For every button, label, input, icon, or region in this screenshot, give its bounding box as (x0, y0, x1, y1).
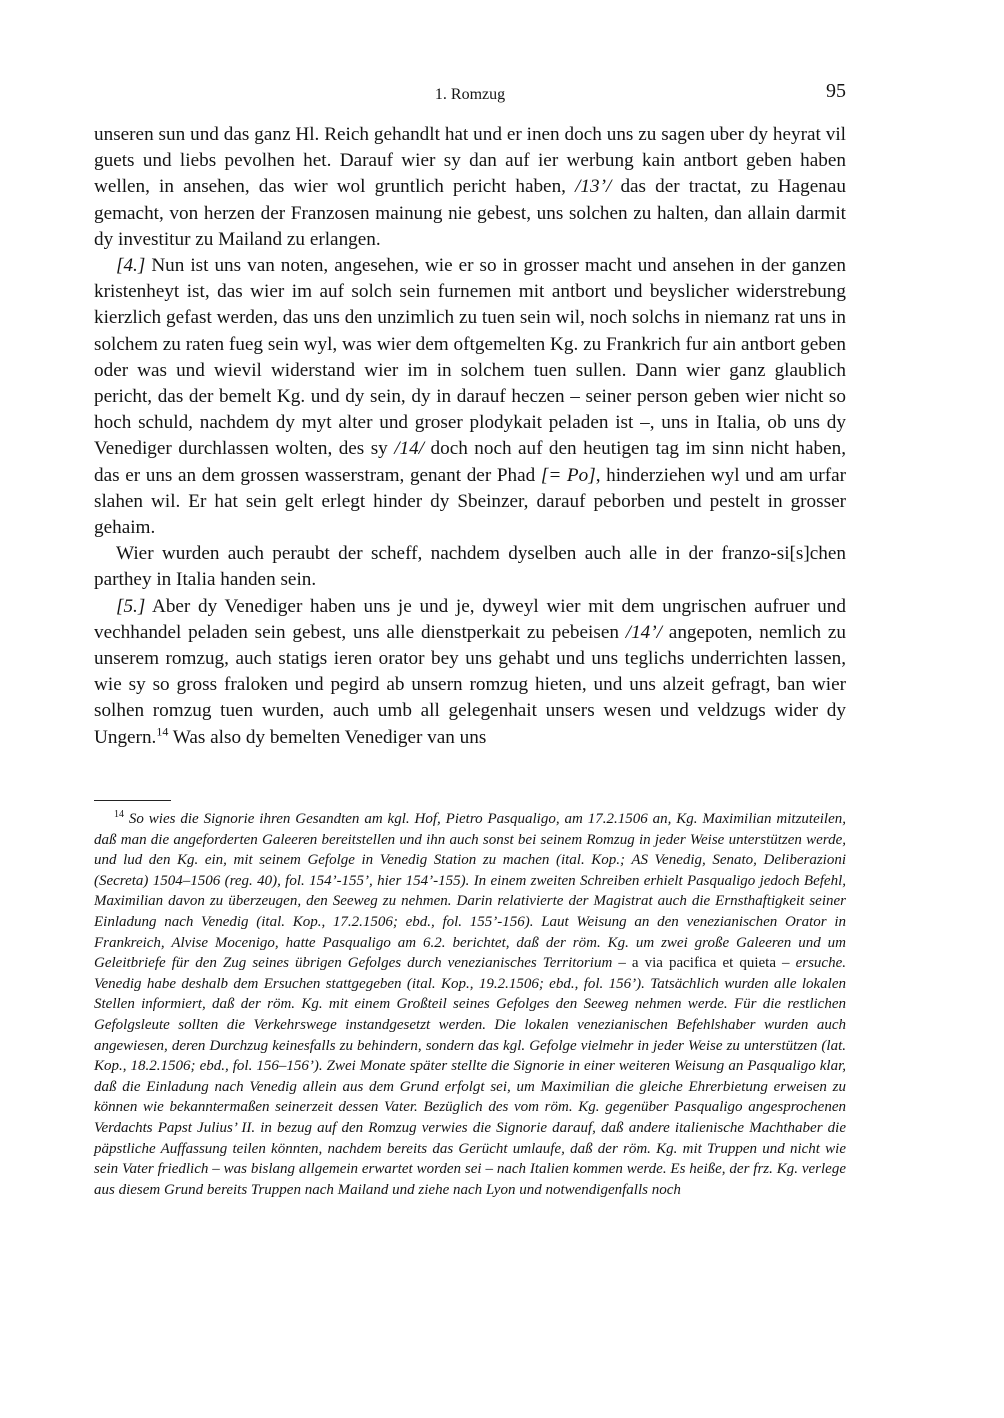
page-number: 95 (826, 80, 846, 102)
text-run: Nun ist uns van noten, angesehen, wie er so in grosser macht und ansehen in der ganzen kristenheyt ist, das wier im auf solch sein furnemen mit antbort und beyslicher widerstrebung kierzlich gefast werden, das uns den unzimlich zu tuen sein wil, noch solchs in niemanz rat uns in solchem zu raten fueg sein wyl, was wier dem oftgemelten Kg. zu Frankrich fur ain antbort geben oder was und wievil widerstand wier im in solchem tuen sullen. Dann wier ganz glaublich pericht, das der bemelt Kg. und dy sein, dy in darauf heczen – seiner person geben wier nicht so hoch schuld, nachdem dy myt alter und groser plodykait peladen ist –, uns in Italia, ob uns dy Venediger durchlassen wolten, des sy (94, 255, 846, 460)
text-run: das der tractat, zu Hagenau gemacht, von herzen der Franzosen mainung nie gebest, uns solchen zu halten, dan allain darmit dy investitur zu Mailand zu erlangen. (94, 176, 846, 250)
page-header (94, 80, 846, 110)
footnote-text: – ersuche. Venedig habe deshalb dem Ersuchen stattgegeben (ital. Kop., 19.2.1506; ebd., fol. 156’). Tatsächlich wurden alle lokalen Stellen informiert, daß der röm. Kg. mit einem Großteil seines Gefolges den Seeweg nehmen werde. Für die restlichen Gefolgsleute sollten die Verkehrswege instandgesetzt werden. Die lokalen venezianischen Befehlshaber wurden auch angewiesen, deren Durchzug keinesfalls zu behindern, sondern das kgl. Gefolge vielmehr in jeder Weise zu unterstützen (lat. Kop., 18.2.1506; ebd., fol. 156–156’). Zwei Monate später stellte die Signorie in einer weiteren Weisung an Pasqualigo klar, daß die Einladung nach Venedig allein aus dem Grund erfolgt sei, um Maximilian die gleiche Ehrerbietung erweisen zu können wie bekanntermaßen seinerzeit dessen Vater. Bezüglich des vom röm. Kg. gegenüber Pasqualigo angesprochenen Verdachts Papst Julius’ II. in bezug auf den Romzug verwies die Signorie darauf, daß andere italienische Machthaber die päpstliche Auffassung teilen könnten, nachdem bereits das Gerücht umlaufe, daß der röm. Kg. mit Truppen und nicht wie sein Vater friedlich – was bislang allgemein erwartet worden sei – nach Italien kommen werde. Es heiße, der frz. Kg. verlege aus diesem Grund bereits Truppen nach Mailand und ziehe nach Lyon und notwendigenfalls noch (94, 955, 846, 1198)
paragraph-2 (94, 253, 846, 541)
paragraph-4 (94, 594, 846, 751)
text-run: Aber dy Venediger haben uns je und je, dyweyl wier mit dem ungrischen aufruer und vechhandel peladen sein gebest, uns alle dienstperkait zu pebeisen (94, 595, 846, 643)
text-run: , hinderziehen wyl und am urfar slahen wil. Er hat sein gelt erlegt hinder dy Sbeinzer, darauf peborben und pestelt in grosser gehaim. (94, 464, 846, 539)
folio-marker: /14’/ (625, 621, 662, 643)
folio-marker: /13’/ (575, 176, 612, 198)
editorial-note: [= Po] (540, 464, 596, 486)
main-text (94, 122, 846, 751)
footnote-14 (94, 809, 846, 1200)
footnote-text: So wies die Signorie ihren Gesandten am kgl. Hof, Pietro Pasqualigo, am 17.2.1506 an, Kg. Maximilian mitzuteilen, daß man die angeforderten Galeeren bereitstellen und ihn auch sonst bei seinem Romzug in jeder Weise unterstützen werde, und lud den Kg. ein, mit seinem Gefolge in Venedig Station zu machen (ital. Kop.; AS Venedig, Senato, Deliberazioni (Secreta) 1504–1506 (reg. 40), fol. 154’-155’, hier 154’-155). In einem zweiten Schreiben erhielt Pasqualigo jedoch Befehl, Maximilian davon zu überzeugen, den Seeweg zu nehmen. Darin relativierte der Magistrat auch die Ernsthaftigkeit seiner Einladung nach Venedig (ital. Kop., 17.2.1506; ebd., fol. 155’-156). Laut Weisung an den venezianischen Orator in Frankreich, Alvise Mocenigo, hatte Pasqualigo am 6.2. berichtet, daß der röm. Kg. um zwei große Galeeren und um Geleitbriefe für den Zug seines übrigen Gefolges durch venezianisches Territorium – (94, 811, 846, 972)
footnote-number: 14 (114, 809, 124, 820)
latin-quote: a via pacifica et quieta (631, 955, 776, 972)
text-run: angepoten, nemlich zu unserem romzug, auch statigs ieren orator bey uns gehabt und uns teglichs underrichten lassen, wie sy so gross fraloken und pegird ab unsern romzug hieten, und uns alzeit gefragt, ban wier solhen romzug tuen wurden, auch umb all gelegenhait unsers wesen und veldzugs wider dy Ungern. (94, 621, 846, 748)
running-head: 1. Romzug (434, 86, 506, 103)
footnote-reference[interactable]: 14 (156, 724, 169, 739)
section-marker: [5.] (116, 595, 146, 617)
text-run: unseren sun und das ganz Hl. Reich gehandlt hat und er inen doch uns zu sagen uber dy heyrat vil guets und liebs pevolhen het. Darauf wier sy dan auf ier werbung kain antbort geben haben wellen, in ansehen, das wier wol gruntlich pericht haben, (94, 124, 846, 198)
paragraph-3: Wier wurden auch peraubt der scheff, nachdem dyselben auch alle in der franzo-si[s]chen parthey in Italia handen sein. (94, 543, 846, 591)
text-run: doch noch auf den heutigen tag im sinn nicht haben, das er uns an dem grossen wasserstram, genant der Phad (94, 438, 847, 486)
footnote-separator (94, 800, 171, 801)
text-run: Was also dy bemelten Venediger van uns (168, 726, 487, 748)
section-marker: [4.] (116, 255, 146, 277)
paragraph-1 (94, 122, 846, 253)
folio-marker: /14/ (394, 438, 425, 460)
